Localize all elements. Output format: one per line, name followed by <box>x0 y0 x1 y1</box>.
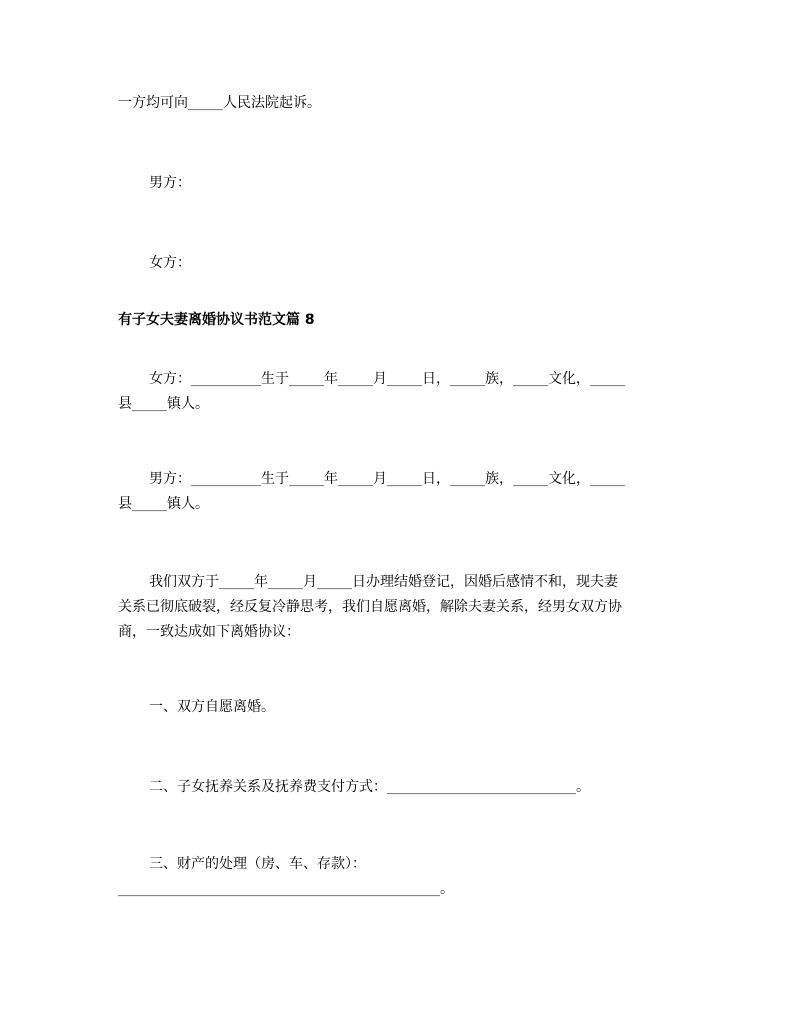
preamble-line-3: 商，一致达成如下离婚协议： <box>118 624 300 640</box>
preamble-line-1: 我们双方于_____年_____月_____日办理结婚登记，因婚后感情不和，现夫妻 <box>149 574 618 590</box>
preamble-line-2: 关系已彻底破裂，经反复冷静思考，我们自愿离婚，解除夫妻关系，经男女双方协 <box>118 599 622 615</box>
clause-3-blank: ______________________________________________。 <box>118 881 454 897</box>
clause-1: 一、双方自愿离婚。 <box>149 699 275 715</box>
male-info-line-2: 县_____镇人。 <box>118 496 209 512</box>
paragraph-lawsuit-clause: 一方均可向_____人民法院起诉。 <box>118 95 321 111</box>
female-info-line-1: 女方：__________生于_____年_____月_____日，_____族，_____文化，_____ <box>149 371 625 387</box>
clause-2: 二、子女抚养关系及抚养费支付方式：___________________________。 <box>149 779 590 795</box>
signature-female: 女方： <box>149 255 191 271</box>
signature-male: 男方： <box>149 175 191 191</box>
female-info-line-2: 县_____镇人。 <box>118 396 209 412</box>
section-heading: 有子女夫妻离婚协议书范文篇 8 <box>118 312 315 328</box>
male-info-line-1: 男方：__________生于_____年_____月_____日，_____族，_____文化，_____ <box>149 471 625 487</box>
clause-3: 三、财产的处理（房、车、存款）： <box>149 856 366 872</box>
